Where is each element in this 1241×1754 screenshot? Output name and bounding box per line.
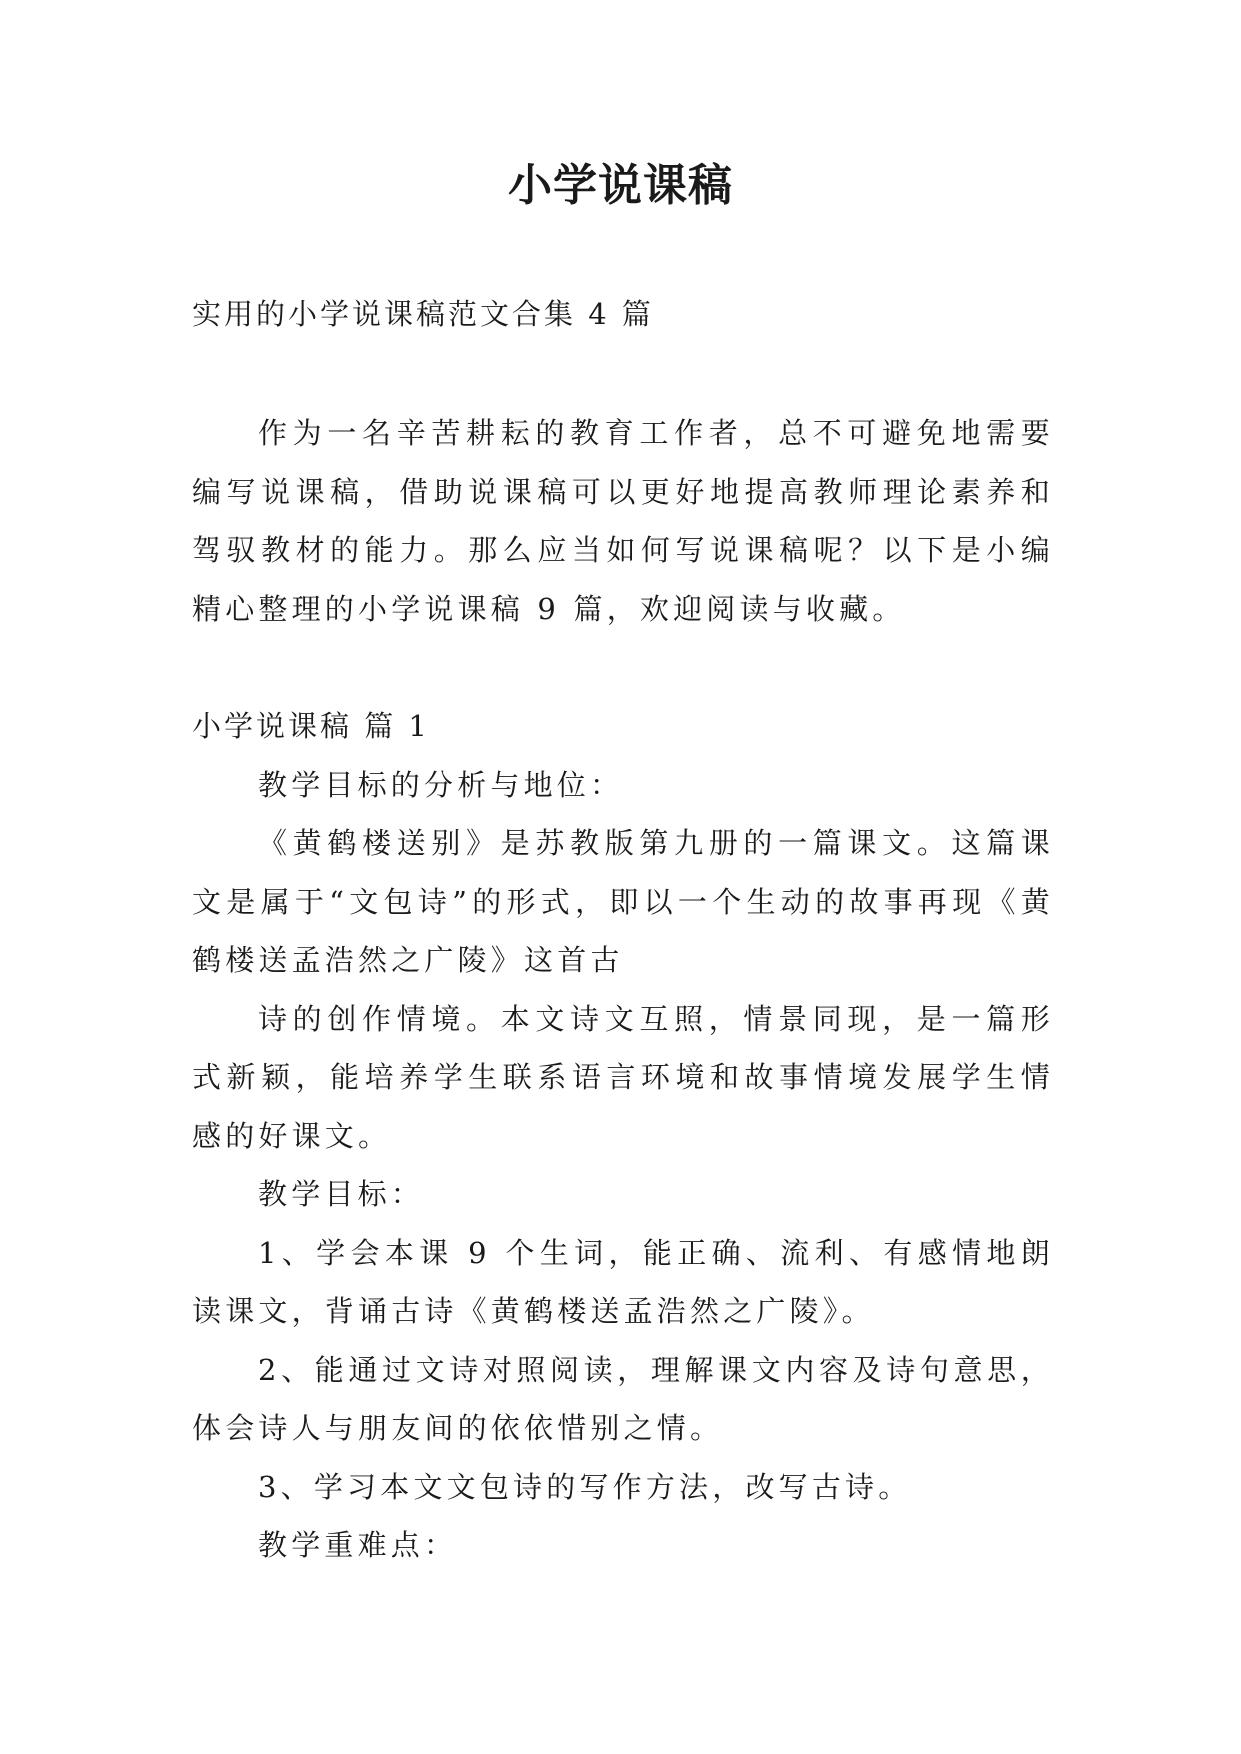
document-subtitle: 实用的小学说课稿范文合集 4 篇 — [192, 297, 654, 331]
paragraph-goal-1: 1、学会本课 9 个生词，能正确、流利、有感情地朗读课文，背诵古诗《黄鹤楼送孟浩然之广陵》。 — [192, 1235, 1054, 1328]
document-title: 小学说课稿 — [508, 160, 733, 211]
paragraph-key-points-heading: 教学重难点： — [258, 1528, 458, 1562]
paragraph-goals-heading: 教学目标： — [258, 1177, 425, 1211]
paragraph-goal-2: 2、能通过文诗对照阅读，理解课文内容及诗句意思，体会诗人与朋友间的依依惜别之情。 — [192, 1352, 1054, 1445]
paragraph-text-features: 诗的创作情境。本文诗文互照，情景同现，是一篇形式新颖，能培养学生联系语言环境和故事情境发展学生情感的好课文。 — [192, 1001, 1054, 1153]
intro-block — [192, 404, 1054, 638]
section-1 — [192, 697, 1054, 1575]
paragraph-goal-analysis-heading: 教学目标的分析与地位： — [258, 767, 624, 802]
paragraph-text-intro: 《黄鹤楼送别》是苏教版第九册的一篇课文。这篇课文是属于“文包诗”的形式，即以一个生动的故事再现《黄鹤楼送孟浩然之广陵》这首古 — [192, 826, 1054, 977]
section-1-heading: 小学说课稿 篇 1 — [192, 709, 430, 743]
intro-paragraph: 作为一名辛苦耕耘的教育工作者，总不可避免地需要编写说课稿，借助说课稿可以更好地提高教师理论素养和驾驭教材的能力。那么应当如何写说课稿呢？以下是小编精心整理的小学说课稿 9 篇，欢迎阅读与收藏。 — [192, 416, 1054, 626]
paragraph-goal-3: 3、学习本文文包诗的写作方法，改写古诗。 — [258, 1469, 912, 1504]
